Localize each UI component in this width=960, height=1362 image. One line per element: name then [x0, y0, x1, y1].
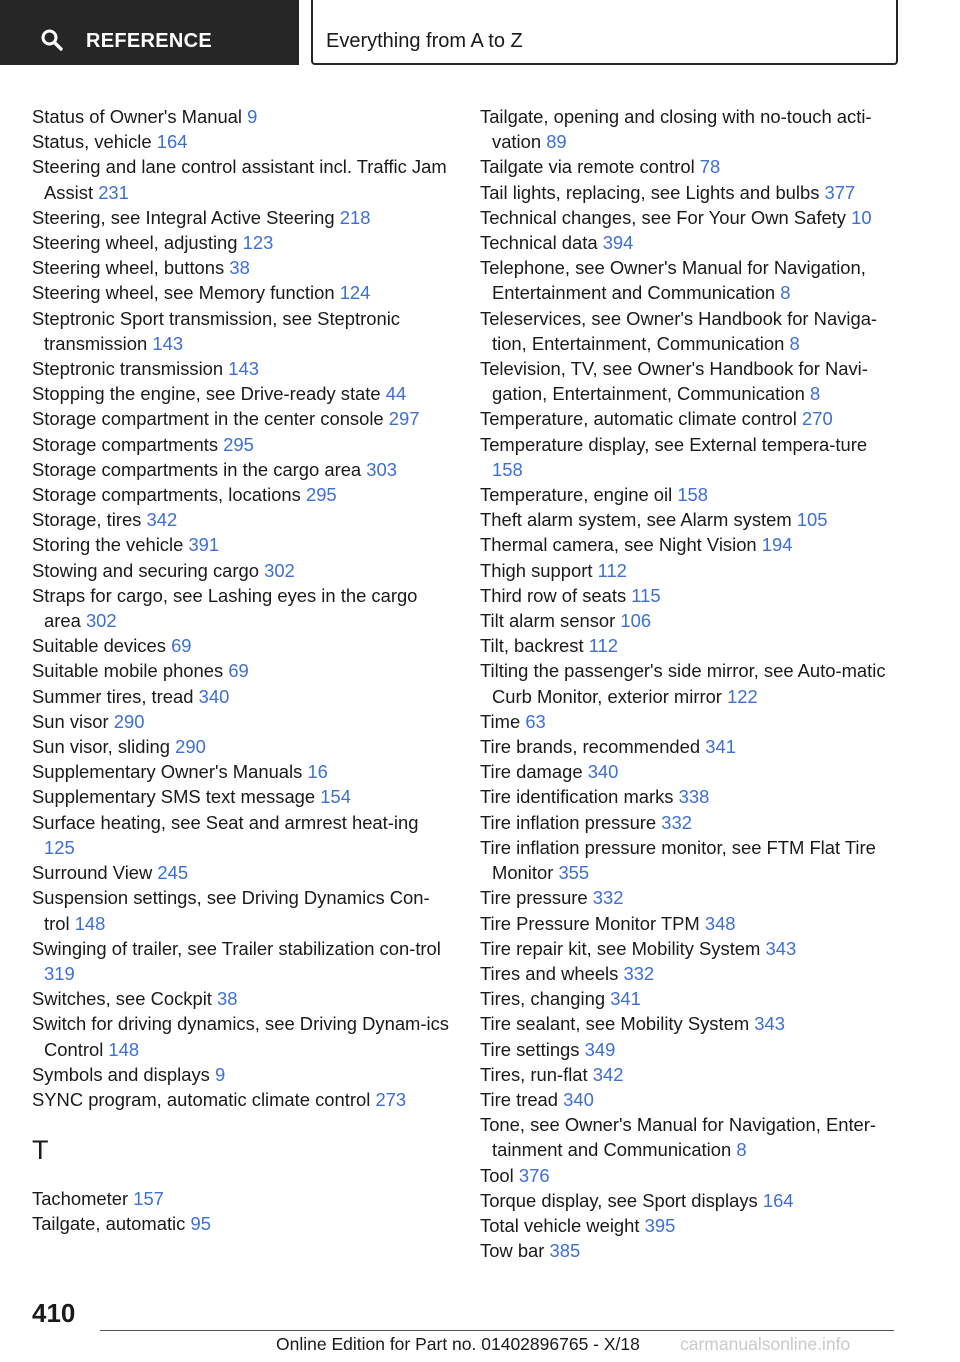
- index-entry-text: Sun visor, sliding: [32, 736, 171, 758]
- page-reference-link[interactable]: 143: [228, 358, 259, 380]
- section-letter: T: [32, 1135, 49, 1166]
- index-entry-text: Tires, changing: [480, 988, 606, 1010]
- index-entry-text: Tilt alarm sensor: [480, 610, 616, 632]
- index-entry-text: Third row of seats: [480, 584, 627, 606]
- index-entry-text: Supplementary Owner's Manuals: [32, 761, 303, 783]
- index-entry: [480, 608, 900, 633]
- page-reference-link[interactable]: 290: [175, 736, 206, 758]
- index-entry: [32, 129, 452, 154]
- page-reference-link[interactable]: 112: [588, 635, 619, 657]
- index-entry-text: Tire damage: [480, 761, 583, 783]
- index-entry-text: Storage compartment in the center console: [32, 408, 384, 430]
- index-entry-text: Storing the vehicle: [32, 534, 184, 556]
- index-entry: [32, 1087, 452, 1112]
- index-entry: [480, 986, 900, 1011]
- page-reference-link[interactable]: 9: [247, 106, 258, 127]
- page-reference-link[interactable]: 343: [765, 937, 797, 959]
- index-entry: [32, 860, 452, 885]
- index-entry-text: Tire Pressure Monitor TPM: [480, 912, 700, 934]
- page-reference-link[interactable]: 342: [146, 509, 178, 531]
- index-entry: [32, 255, 452, 280]
- index-list-t: [32, 1186, 452, 1236]
- index-entry: [32, 885, 452, 935]
- index-entry-text: Tow bar: [480, 1240, 545, 1262]
- index-column-right: [480, 104, 900, 1263]
- page-reference-link[interactable]: 38: [217, 988, 238, 1010]
- index-entry: [480, 255, 900, 305]
- index-entry: [480, 784, 900, 809]
- index-entry-text: Tailgate, opening and closing with no-touch acti-vation: [480, 106, 872, 153]
- page-reference-link[interactable]: 125: [44, 836, 75, 858]
- page-reference-link[interactable]: 341: [705, 736, 736, 758]
- index-entry-text: Tone, see Owner's Manual for Navigation, Enter-tainment and Communication: [480, 1114, 877, 1161]
- page-reference-link[interactable]: 395: [644, 1214, 676, 1236]
- index-entry-text: Tail lights, replacing, see Lights and bulbs: [480, 181, 820, 203]
- page-reference-link[interactable]: 106: [620, 610, 652, 632]
- index-list-s: [32, 104, 452, 1112]
- index-entry-text: Surface heating, see Seat and armrest heat-ing: [32, 811, 419, 833]
- index-entry-text: Stowing and securing cargo: [32, 559, 259, 581]
- page-reference-link[interactable]: 295: [223, 433, 254, 455]
- index-entry-text: Steering wheel, adjusting: [32, 232, 238, 254]
- page-reference-link[interactable]: 154: [320, 786, 351, 808]
- page-reference-link[interactable]: 164: [156, 131, 188, 153]
- page-reference-link[interactable]: 95: [190, 1213, 211, 1235]
- page-reference-link[interactable]: 69: [171, 635, 192, 657]
- page-reference-link[interactable]: 349: [584, 1038, 616, 1060]
- index-entry: [480, 532, 900, 557]
- page-reference-link[interactable]: 377: [824, 181, 856, 203]
- index-entry: [480, 658, 900, 708]
- index-entry-text: Tires and wheels: [480, 962, 619, 984]
- index-entry-text: Switches, see Cockpit: [32, 988, 212, 1010]
- page-reference-link[interactable]: 158: [492, 458, 523, 480]
- index-entry: [480, 936, 900, 961]
- index-entry: [32, 709, 452, 734]
- page-reference-link[interactable]: 8: [809, 383, 821, 405]
- page-reference-link[interactable]: 16: [307, 761, 328, 783]
- index-entry-text: Temperature, engine oil: [480, 484, 673, 506]
- index-entry: [32, 759, 452, 784]
- index-entry: [480, 1163, 900, 1188]
- page-reference-link[interactable]: 157: [133, 1188, 164, 1210]
- index-entry: [32, 558, 452, 583]
- index-entry-text: Tire inflation pressure monitor, see FTM Flat Tire Monitor: [480, 836, 876, 884]
- index-entry: [480, 1037, 900, 1062]
- page-reference-link[interactable]: 332: [661, 811, 692, 833]
- index-entry-text: Suspension settings, see Driving Dynamics Con-trol: [32, 887, 430, 934]
- index-entry: [32, 205, 452, 230]
- index-entry-text: Tire brands, recommended: [480, 736, 701, 758]
- search-icon: [40, 28, 64, 52]
- index-entry-text: Television, TV, see Owner's Handbook for Navi-gation, Entertainment, Communication: [480, 358, 868, 405]
- index-entry: [32, 810, 452, 860]
- page-reference-link[interactable]: 245: [157, 862, 189, 884]
- index-entry: [32, 1211, 452, 1236]
- index-entry-text: Temperature, automatic climate control: [480, 408, 797, 430]
- index-entry-text: Steering, see Integral Active Steering: [32, 206, 335, 228]
- page-reference-link[interactable]: 231: [98, 181, 129, 203]
- index-entry: [480, 306, 900, 356]
- edition-text: Online Edition for Part no. 01402896765 - X/18: [276, 1334, 640, 1354]
- index-entry: [480, 558, 900, 583]
- index-entry: [32, 936, 452, 986]
- index-entry-text: Supplementary SMS text message: [32, 786, 316, 808]
- page-reference-link[interactable]: 385: [549, 1240, 581, 1262]
- index-entry: [480, 230, 900, 255]
- page-reference-link[interactable]: 69: [228, 660, 249, 682]
- index-entry-text: Suitable mobile phones: [32, 660, 224, 682]
- index-entry: [32, 104, 452, 129]
- index-entry-text: Tool: [480, 1164, 514, 1186]
- page-reference-link[interactable]: 8: [780, 282, 791, 304]
- index-entry: [480, 104, 900, 154]
- page-reference-link[interactable]: 148: [108, 1038, 140, 1060]
- page-reference-link[interactable]: 9: [215, 1063, 226, 1085]
- index-entry-text: Time: [480, 710, 521, 732]
- index-entry-text: Stopping the engine, see Drive-ready state: [32, 383, 381, 405]
- index-entry: [32, 432, 452, 457]
- index-entry-text: Surround View: [32, 862, 153, 884]
- page-reference-link[interactable]: 89: [546, 131, 567, 153]
- index-entry: [480, 709, 900, 734]
- index-entry-text: Torque display, see Sport displays: [480, 1189, 758, 1211]
- page-reference-link[interactable]: 44: [385, 383, 407, 405]
- index-entry-text: Thigh support: [480, 559, 593, 581]
- page-reference-link[interactable]: 340: [587, 761, 619, 783]
- index-entry-text: Telephone, see Owner's Manual for Navigation, Entertainment and Communication: [480, 257, 866, 304]
- index-entry: [32, 1186, 452, 1211]
- page-reference-link[interactable]: 303: [366, 458, 397, 480]
- page-title: Everything from A to Z: [326, 30, 523, 52]
- index-entry-text: Straps for cargo, see Lashing eyes in the cargo area: [32, 584, 418, 632]
- index-entry: [480, 507, 900, 532]
- index-list-t-continued: [480, 104, 900, 1263]
- page-reference-link[interactable]: 319: [44, 962, 75, 984]
- page-reference-link[interactable]: 115: [631, 584, 661, 606]
- index-entry-text: Theft alarm system, see Alarm system: [480, 509, 792, 531]
- index-entry-text: Temperature display, see External tempera-ture: [480, 433, 868, 455]
- index-entry: [32, 583, 452, 633]
- page-reference-link[interactable]: 394: [602, 232, 634, 254]
- page-reference-link[interactable]: 194: [761, 534, 793, 556]
- index-entry-text: Steptronic transmission: [32, 358, 224, 380]
- index-entry-text: Steering wheel, see Memory function: [32, 282, 335, 304]
- index-entry-text: Tires, run-flat: [480, 1063, 588, 1085]
- page-reference-link[interactable]: 8: [736, 1139, 747, 1161]
- page-reference-link[interactable]: 143: [152, 332, 184, 354]
- index-entry: [480, 734, 900, 759]
- page-reference-link[interactable]: 105: [796, 509, 828, 531]
- page-reference-link[interactable]: 332: [623, 962, 655, 984]
- index-entry: [32, 633, 452, 658]
- section-tab-label: REFERENCE: [86, 30, 213, 52]
- index-entry-text: Suitable devices: [32, 635, 166, 657]
- index-entry-text: Tilt, backrest: [480, 635, 584, 657]
- page-reference-link[interactable]: 148: [74, 912, 106, 934]
- page-reference-link[interactable]: 332: [592, 887, 624, 909]
- index-entry: [480, 583, 900, 608]
- index-entry: [32, 381, 452, 406]
- watermark: carmanualsonline.info: [680, 1334, 851, 1354]
- page-reference-link[interactable]: 340: [563, 1088, 594, 1110]
- page-reference-link[interactable]: 355: [558, 862, 590, 884]
- page-reference-link[interactable]: 122: [727, 685, 758, 707]
- index-entry-text: Storage, tires: [32, 509, 142, 531]
- page-reference-link[interactable]: 63: [525, 710, 546, 732]
- index-entry-text: Tailgate, automatic: [32, 1213, 186, 1235]
- page-reference-link[interactable]: 164: [762, 1189, 794, 1211]
- page-reference-link[interactable]: 218: [339, 206, 371, 228]
- page-reference-link[interactable]: 338: [678, 786, 710, 808]
- index-entry: [480, 1213, 900, 1238]
- index-entry-text: Storage compartments in the cargo area: [32, 458, 362, 480]
- index-entry-text: Steering and lane control assistant incl. Traffic Jam Assist: [32, 156, 447, 203]
- index-entry: [480, 1238, 900, 1263]
- index-entry: [32, 406, 452, 431]
- index-entry: [480, 1188, 900, 1213]
- page-reference-link[interactable]: 123: [242, 232, 274, 254]
- index-entry: [32, 306, 452, 356]
- index-entry: [32, 356, 452, 381]
- index-entry: [480, 911, 900, 936]
- index-entry-text: Storage compartments, locations: [32, 484, 301, 506]
- section-tab: [0, 0, 299, 65]
- index-entry: [480, 1112, 900, 1162]
- index-entry: [32, 154, 452, 204]
- index-entry: [480, 759, 900, 784]
- index-entry-text: Summer tires, tread: [32, 685, 194, 707]
- index-entry-text: Technical changes, see For Your Own Safety: [480, 206, 846, 228]
- page-reference-link[interactable]: 302: [264, 559, 295, 581]
- index-entry-text: Tilting the passenger's side mirror, see Auto-matic Curb Monitor, exterior mirror: [480, 660, 886, 707]
- index-entry: [480, 180, 900, 205]
- index-entry-text: Total vehicle weight: [480, 1214, 640, 1236]
- page-reference-link[interactable]: 270: [802, 408, 833, 430]
- page-reference-link[interactable]: 341: [610, 988, 641, 1010]
- page-reference-link[interactable]: 302: [85, 610, 117, 632]
- index-entry-text: Switch for driving dynamics, see Driving Dynam-ics Control: [32, 1013, 449, 1060]
- index-entry-text: Tire identification marks: [480, 786, 674, 808]
- index-entry: [32, 734, 452, 759]
- index-entry: [32, 457, 452, 482]
- page-reference-link[interactable]: 112: [597, 559, 627, 581]
- index-entry: [480, 961, 900, 986]
- index-entry-text: Tire tread: [480, 1088, 559, 1110]
- page-reference-link[interactable]: 340: [198, 685, 230, 707]
- page-reference-link[interactable]: 376: [518, 1164, 550, 1186]
- index-entry-text: Technical data: [480, 232, 598, 254]
- index-entry-text: Tire sealant, see Mobility System: [480, 1013, 750, 1035]
- footer-divider: [100, 1330, 894, 1331]
- index-entry: [480, 482, 900, 507]
- index-entry-text: SYNC program, automatic climate control: [32, 1088, 371, 1110]
- index-entry-text: Status, vehicle: [32, 131, 152, 153]
- index-entry-text: Thermal camera, see Night Vision: [480, 534, 757, 556]
- index-entry-text: Storage compartments: [32, 433, 219, 455]
- page-reference-link[interactable]: 158: [677, 484, 709, 506]
- index-entry: [480, 810, 900, 835]
- index-entry: [480, 356, 900, 406]
- index-entry-text: Steering wheel, buttons: [32, 257, 225, 279]
- index-entry: [32, 1011, 452, 1061]
- page-reference-link[interactable]: 391: [188, 534, 220, 556]
- index-entry: [32, 658, 452, 683]
- index-entry: [32, 986, 452, 1011]
- page-number: 410: [32, 1298, 76, 1328]
- index-entry: [32, 1062, 452, 1087]
- index-entry: [480, 1062, 900, 1087]
- page-reference-link[interactable]: 8: [789, 332, 800, 354]
- index-entry-text: Tachometer: [32, 1188, 129, 1210]
- page-reference-link[interactable]: 348: [704, 912, 736, 934]
- index-entry: [32, 507, 452, 532]
- page-reference-link[interactable]: 290: [113, 710, 145, 732]
- index-entry: [480, 205, 900, 230]
- page-reference-link[interactable]: 78: [699, 156, 721, 178]
- index-entry: [32, 684, 452, 709]
- index-entry-text: Status of Owner's Manual: [32, 106, 242, 127]
- index-entry-text: Tire inflation pressure: [480, 811, 657, 833]
- index-entry: [480, 432, 900, 482]
- index-entry-text: Teleservices, see Owner's Handbook for Naviga-tion, Entertainment, Communication: [480, 307, 878, 354]
- index-entry: [480, 406, 900, 431]
- index-entry-text: Sun visor: [32, 710, 109, 732]
- index-entry-text: Tailgate via remote control: [480, 156, 695, 178]
- index-entry-text: Symbols and displays: [32, 1063, 210, 1085]
- page-reference-link[interactable]: 343: [754, 1013, 785, 1035]
- index-entry: [32, 280, 452, 305]
- page-reference-link[interactable]: 10: [851, 206, 872, 228]
- index-entry-text: Tire repair kit, see Mobility System: [480, 937, 761, 959]
- index-entry: [32, 230, 452, 255]
- index-entry-text: Swinging of trailer, see Trailer stabilization con-trol: [32, 937, 441, 959]
- index-column-left: [32, 104, 452, 1237]
- index-entry-text: Steptronic Sport transmission, see Steptronic transmission: [32, 307, 400, 354]
- page-reference-link[interactable]: 342: [592, 1063, 624, 1085]
- index-entry: [480, 835, 900, 885]
- page-reference-link[interactable]: 273: [375, 1088, 407, 1110]
- page-reference-link[interactable]: 124: [339, 282, 371, 304]
- index-entry: [480, 154, 900, 179]
- index-entry: [480, 1087, 900, 1112]
- index-entry: [32, 532, 452, 557]
- index-entry-text: Tire settings: [480, 1038, 580, 1060]
- index-entry: [32, 784, 452, 809]
- index-entry: [480, 885, 900, 910]
- page-reference-link[interactable]: 297: [388, 408, 420, 430]
- page-reference-link[interactable]: 38: [229, 257, 250, 279]
- index-entry: [32, 482, 452, 507]
- page-reference-link[interactable]: 295: [305, 484, 337, 506]
- index-entry: [480, 633, 900, 658]
- index-entry-text: Tire pressure: [480, 887, 588, 909]
- index-entry: [480, 1011, 900, 1036]
